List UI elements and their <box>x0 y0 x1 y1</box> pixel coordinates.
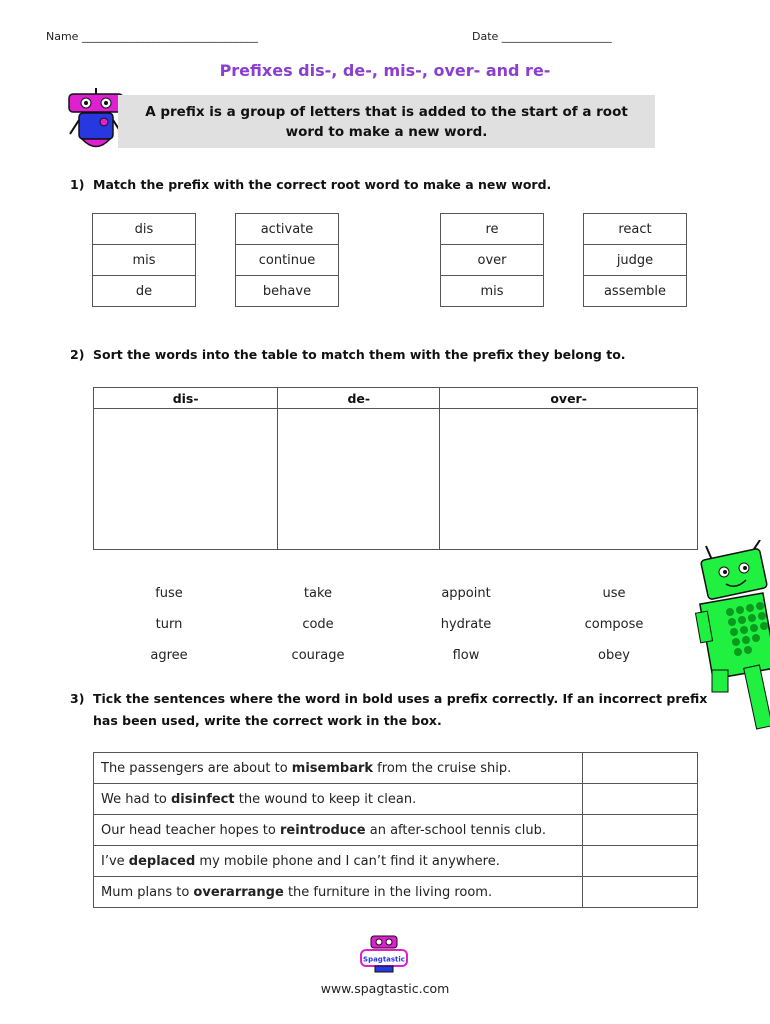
sentence-text: I’ve deplaced my mobile phone and I can’t find it anywhere. <box>94 846 583 877</box>
answer-box[interactable] <box>583 784 698 815</box>
logo-text: Spagtastic <box>363 955 405 964</box>
word-item: hydrate <box>440 617 492 632</box>
word-bank <box>0 578 770 671</box>
sentence-text: Our head teacher hopes to reintroduce an after-school tennis club. <box>94 815 583 846</box>
table-row <box>94 815 698 846</box>
table-row <box>94 846 698 877</box>
word-item: flow <box>452 648 480 663</box>
question-1-text: Match the prefix with the correct root word to make a new word. <box>93 177 552 192</box>
table-row <box>94 784 698 815</box>
question-2-number: 2) <box>70 347 85 362</box>
sort-header-de: de- <box>278 388 440 409</box>
bold-word: deplaced <box>128 853 196 869</box>
question-3-number: 3) <box>70 691 85 706</box>
box-cell: re <box>441 214 544 245</box>
word-item: use <box>602 586 626 601</box>
box-cell: judge <box>584 245 687 276</box>
box-cell: mis <box>441 276 544 307</box>
box-cell: assemble <box>584 276 687 307</box>
question-2-text: Sort the words into the table to match them with the prefix they belong to. <box>93 347 626 362</box>
sort-table <box>93 387 698 550</box>
sentence-text: The passengers are about to misembark from the cruise ship. <box>94 753 583 784</box>
question-3-line-1: Tick the sentences where the word in bold uses a prefix correctly. If an incorrect prefix <box>93 691 708 706</box>
sort-header-over: over- <box>440 388 698 409</box>
page-title: Prefixes dis-, de-, mis-, over- and re- <box>219 61 551 80</box>
table-row <box>94 877 698 908</box>
intro-text: A prefix is a group of letters that is added to the start of a root word to make a new word. <box>145 103 628 140</box>
box-cell: dis <box>93 214 196 245</box>
prefix-box-2 <box>440 213 544 307</box>
word-item: compose <box>584 617 644 632</box>
sort-cell-de[interactable] <box>278 409 440 550</box>
word-item: agree <box>150 648 188 663</box>
footer-url[interactable]: www.spagtastic.com <box>320 981 450 996</box>
bold-word: overarrange <box>193 884 284 900</box>
box-cell: de <box>93 276 196 307</box>
sort-header-dis: dis- <box>94 388 278 409</box>
bold-word: disinfect <box>171 791 235 807</box>
sentence-text: We had to disinfect the wound to keep it clean. <box>94 784 583 815</box>
box-cell: over <box>441 245 544 276</box>
name-field[interactable]: Name ________________________________ <box>46 30 258 43</box>
root-box-2 <box>583 213 687 307</box>
word-item: courage <box>291 648 345 663</box>
sentence-table <box>93 752 698 908</box>
word-item: code <box>302 617 334 632</box>
prefix-box-1 <box>92 213 196 307</box>
date-field[interactable]: Date ____________________ <box>472 30 612 43</box>
question-1-number: 1) <box>70 177 85 192</box>
word-item: appoint <box>441 586 491 601</box>
robot-icon <box>66 88 126 152</box>
bold-word: misembark <box>291 760 374 776</box>
answer-box[interactable] <box>583 815 698 846</box>
answer-box[interactable] <box>583 846 698 877</box>
question-3-line-2: has been used, write the correct work in the box. <box>93 713 442 728</box>
root-box-1 <box>235 213 339 307</box>
box-cell: mis <box>93 245 196 276</box>
sort-cell-dis[interactable] <box>94 409 278 550</box>
answer-box[interactable] <box>583 753 698 784</box>
box-cell: behave <box>236 276 339 307</box>
spagtastic-logo-icon <box>357 934 411 974</box>
word-item: turn <box>155 617 183 632</box>
word-item: fuse <box>155 586 183 601</box>
table-row <box>94 753 698 784</box>
intro-box <box>118 95 655 148</box>
sentence-text: Mum plans to overarrange the furniture in the living room. <box>94 877 583 908</box>
bold-word: reintroduce <box>280 822 366 838</box>
answer-box[interactable] <box>583 877 698 908</box>
box-cell: react <box>584 214 687 245</box>
box-cell: continue <box>236 245 339 276</box>
box-cell: activate <box>236 214 339 245</box>
word-item: take <box>303 586 333 601</box>
word-item: obey <box>598 648 630 663</box>
sort-cell-over[interactable] <box>440 409 698 550</box>
